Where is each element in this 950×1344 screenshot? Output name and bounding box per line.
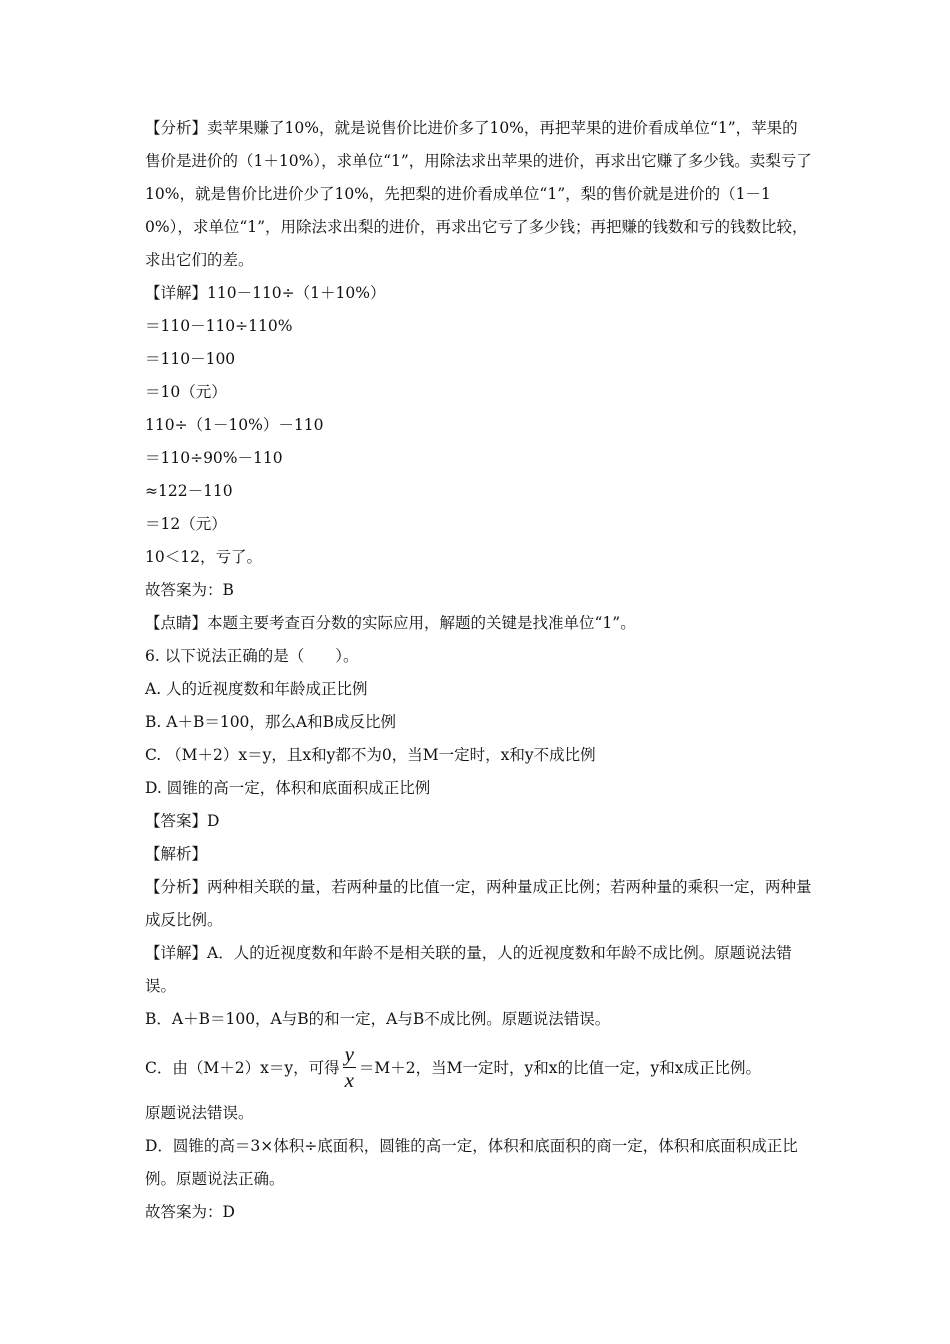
option-d: D. 圆锥的高一定，体积和底面积成正比例 [145,779,431,797]
q6-detail-c [145,1037,813,1097]
detail-line: ＝12（元） [145,515,227,533]
detail-line: ＝10（元） [145,383,227,401]
detail-c-suffix: ＝M＋2，当M一定时，y和x的比值一定，y和x成正比例。 [358,1059,762,1077]
q6-detail-a: 【详解】A．人的近视度数和年龄不是相关联的量，人的近视度数和年龄不成比例。原题说法错误。 [145,944,792,995]
fraction-y-over-x [343,1041,356,1092]
detail-line: 【详解】110－110÷（1＋10%） [145,284,386,302]
question-6-stem: 6. 以下说法正确的是（ ）。 [145,647,359,665]
detail-line: 10＜12，亏了。 [145,548,262,566]
q6-analysis: 【分析】两种相关联的量，若两种量的比值一定，两种量成正比例；若两种量的乘积一定，两种量成反比例。 [145,878,812,929]
fraction-denominator: x [344,1067,354,1092]
detail-line: ＝110－100 [145,350,236,368]
detail-line: ＝110÷90%－110 [145,449,283,467]
prev-comment: 【点睛】本题主要考查百分数的实际应用，解题的关键是找准单位“1”。 [145,614,636,632]
q6-detail-b: B．A＋B＝100，A与B的和一定，A与B不成比例。原题说法错误。 [145,1010,611,1028]
detail-line: 110÷（1－10%）－110 [145,416,324,434]
q6-final-answer: 故答案为：D [145,1203,235,1221]
detail-c-prefix: C．由（M＋2）x＝y，可得 [145,1059,340,1077]
prev-detail-steps [145,277,813,574]
document-page [145,112,813,1229]
detail-line: ≈122－110 [145,482,233,500]
detail-line: ＝110－110÷110% [145,317,293,335]
prev-final-answer: 故答案为：B [145,581,234,599]
analysis-heading: 【解析】 [145,845,208,863]
prev-analysis: 【分析】卖苹果赚了10%，就是说售价比进价多了10%，再把苹果的进价看成单位“1”，苹果的售价是进价的（1＋10%），求单位“1”，用除法求出苹果的进价，再求出它赚了多少钱。卖梨亏了10%，就是售价比进价少了10%，先把梨的进价看成单位“1”，梨的售价就是进价的（1－10%），求单位“1”，用除法求出梨的进价，再求出它亏了多少钱；再把赚的钱数和亏的钱数比较，求出它们的差。 [145,119,812,269]
q6-detail-c-tail: 原题说法错误。 [145,1104,254,1122]
answer-label: 【答案】D [145,812,220,830]
q6-detail-d: D．圆锥的高＝3×体积÷底面积，圆锥的高一定，体积和底面积的商一定，体积和底面积成正比例。原题说法正确。 [145,1137,798,1188]
option-b: B. A＋B＝100，那么A和B成反比例 [145,713,396,731]
option-c: C. （M＋2）x＝y，且x和y都不为0，当M一定时，x和y不成比例 [145,746,596,764]
fraction-numerator: y [344,1041,354,1066]
option-a: A. 人的近视度数和年龄成正比例 [145,680,368,698]
